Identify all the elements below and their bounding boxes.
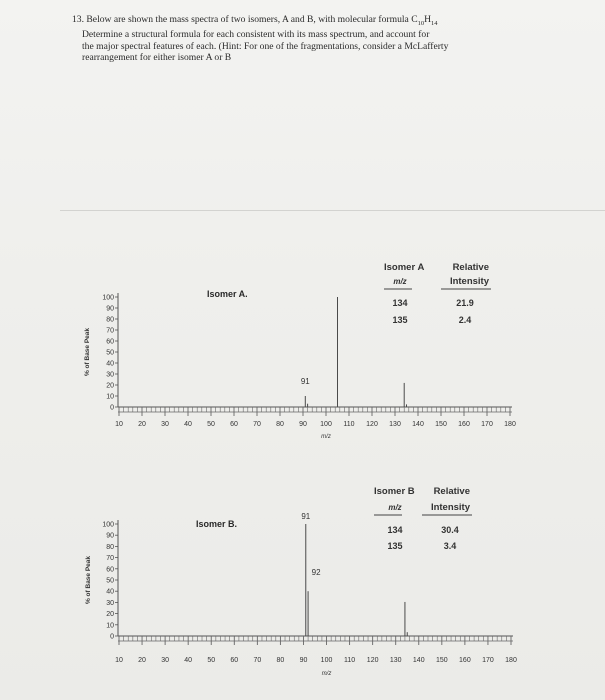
y-tick-label: 70: [106, 555, 114, 563]
x-tick-label: 70: [253, 657, 262, 664]
table-relative-heading: Relative: [433, 486, 470, 497]
x-axis-title: m/z: [321, 434, 331, 440]
question-number: 13.: [72, 14, 84, 25]
x-tick-label: 60: [230, 657, 239, 664]
x-tick-label: 40: [184, 657, 193, 664]
x-tick-label: 20: [138, 657, 146, 664]
x-tick-label: 10: [115, 657, 123, 664]
x-tick-label: 120: [366, 421, 378, 428]
x-tick-label: 150: [435, 657, 448, 664]
x-tick-label: 110: [344, 657, 356, 664]
x-tick-label: 20: [138, 421, 146, 428]
y-axis-title: % of Base Peak: [84, 327, 91, 377]
x-tick-label: 60: [230, 421, 238, 428]
x-tick-label: 180: [505, 657, 517, 664]
x-tick-label: 10: [115, 421, 123, 428]
table-relative-heading: Relative: [452, 262, 489, 273]
x-tick-label: 160: [459, 657, 471, 664]
x-tick-label: 140: [412, 421, 424, 428]
question-line1-text: Below are shown the mass spectra of two isomers, A and B, with molecular formula C: [86, 14, 418, 25]
x-axis-title: m/z: [321, 671, 332, 677]
y-tick-label: 90: [106, 305, 114, 313]
y-tick-label: 30: [106, 599, 114, 607]
x-tick-label: 50: [207, 421, 215, 428]
y-tick-label: 10: [106, 622, 114, 630]
y-tick-label: 70: [106, 327, 114, 335]
y-tick-label: 40: [106, 588, 114, 596]
x-tick-label: 150: [435, 421, 447, 428]
y-tick-label: 100: [102, 294, 114, 302]
table-col-intensity: Intensity: [449, 276, 489, 287]
x-tick-label: 50: [207, 657, 216, 664]
chart-title: Isomer B.: [196, 519, 238, 529]
table-cell-mz: 135: [387, 541, 403, 551]
x-tick-label: 30: [161, 657, 170, 664]
y-tick-label: 30: [106, 371, 114, 379]
table-cell-mz: 135: [392, 315, 408, 325]
question-line-3: the major spectral features of each. (Hint: For one of the fragmentations, consider a McLafferty: [82, 40, 449, 52]
intensity-table: [374, 486, 472, 551]
table-cell-mz: 134: [392, 298, 408, 308]
x-tick-label: 70: [253, 421, 261, 428]
y-tick-label: 60: [106, 338, 114, 346]
x-tick-label: 30: [161, 421, 169, 428]
table-col-mz: m/z: [388, 503, 402, 512]
y-tick-label: 90: [106, 532, 114, 540]
y-tick-label: 40: [106, 360, 114, 368]
peak-label-92: 92: [311, 568, 321, 578]
spectrum-chart-b: [85, 486, 517, 677]
x-tick-label: 40: [184, 421, 192, 428]
x-tick-label: 130: [389, 421, 401, 428]
spectrum-chart-a: [84, 262, 516, 440]
y-tick-label: 0: [110, 633, 114, 641]
table-cell-intensity: 30.4: [441, 525, 459, 535]
x-tick-label: 90: [299, 421, 307, 428]
x-tick-label: 80: [276, 421, 284, 428]
peak-label-91: 91: [301, 512, 311, 521]
intensity-table: [384, 262, 491, 325]
table-col-mz: m/z: [393, 277, 407, 286]
x-tick-label: 170: [482, 657, 494, 664]
formula-sub-h: 14: [431, 19, 438, 27]
x-tick-label: 170: [481, 421, 493, 428]
y-tick-label: 20: [106, 382, 114, 390]
y-tick-label: 100: [102, 521, 114, 529]
question-line-4: rearrangement for either isomer A or B: [82, 52, 232, 64]
chart-title: Isomer A.: [207, 289, 248, 299]
x-tick-label: 140: [412, 657, 425, 664]
y-tick-label: 80: [106, 316, 114, 324]
x-tick-label: 160: [458, 421, 470, 428]
table-cell-mz: 134: [387, 525, 403, 535]
y-tick-label: 0: [110, 404, 114, 412]
y-tick-label: 50: [106, 577, 114, 585]
y-tick-label: 10: [106, 393, 114, 401]
y-tick-label: 50: [106, 349, 114, 357]
y-axis-title: % of Base Peak: [85, 555, 92, 605]
x-tick-label: 130: [389, 657, 402, 664]
table-isomer-title: Isomer A: [384, 262, 425, 273]
x-tick-label: 90: [299, 657, 308, 664]
x-tick-label: 120: [366, 657, 379, 664]
formula-h: H: [424, 14, 432, 25]
table-cell-intensity: 3.4: [443, 541, 457, 551]
table-cell-intensity: 21.9: [456, 298, 474, 308]
formula-sub-c: 10: [417, 19, 425, 27]
table-cell-intensity: 2.4: [458, 315, 472, 325]
table-col-intensity: Intensity: [430, 502, 470, 513]
x-tick-label: 80: [276, 657, 285, 664]
x-tick-label: 100: [320, 657, 333, 664]
x-tick-label: 110: [343, 421, 355, 428]
table-isomer-title: Isomer B: [374, 486, 415, 497]
question-line-2: Determine a structural formula for each consistent with its mass spectrum, and account for: [82, 29, 430, 41]
peak-label-91: 91: [300, 377, 310, 386]
x-tick-label: 100: [320, 421, 332, 428]
y-tick-label: 20: [106, 611, 114, 619]
y-tick-label: 60: [106, 566, 114, 574]
x-tick-label: 180: [504, 421, 516, 428]
y-tick-label: 80: [106, 543, 114, 551]
